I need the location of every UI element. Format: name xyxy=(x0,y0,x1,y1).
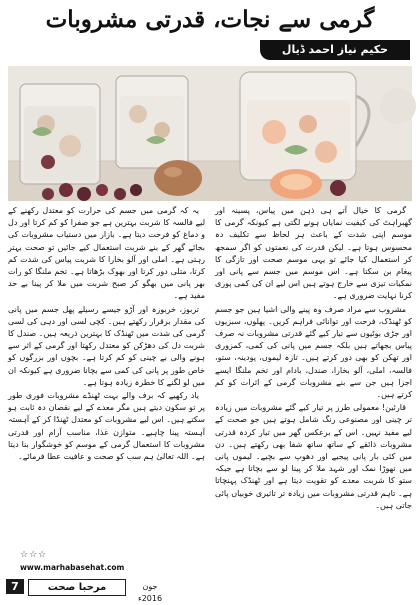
author-byline: حکیم نیاز احمد ڈیال xyxy=(260,40,410,60)
paragraph: مشروب سے مراد صرف وہ پینے والی اشیا ہیں جو جسم کو ٹھنڈک، فرحت اور توانائی فراہم کریں۔ پھلوں، سبزیوں اور جڑی بوٹیوں سے تیار کیے گئے قدرتی مشروبات نہ صرف پیاس بجھاتے ہیں بلکہ جسم میں پانی کی کمی، کمزوری اور تھکن کو بھی دور کرتے ہیں۔ تازہ لیموں، پودینہ، ستو، فالسہ، املی، آلو بخارا، صندل، بادام اور تخم ملنگا ایسے اجزا ہیں جن سے بنے مشروبات گرمی کے اثرات کو کم کرتے ہیں۔ xyxy=(215,304,412,400)
paragraph: تربوز، خربوزہ اور آڑو جیسے رسیلے پھل جسم میں پانی کی مقدار برقرار رکھتے ہیں۔ کچی لسی اور دہی کی لسی گرمی کی شدت میں ٹھنڈک کا بہترین ذریعہ ہیں۔ صندل کا شربت دل کی دھڑکن کو معتدل رکھتا اور گرمی کے اثر سے ہونے والی بے چینی کو کم کرتا ہے۔ بچوں اور بزرگوں کو خاص طور پر پانی کی کمی سے بچانا ضروری ہے کیونکہ ان میں لو لگنے کا خطرہ زیادہ ہوتا ہے۔ xyxy=(8,304,205,387)
paragraph: قارئین! معمولی طرز پر تیار کیے گئے مشروبات میں زیادہ تر چینی اور مصنوعی رنگ شامل ہوتے ہیں جو صحت کے لیے مفید نہیں۔ اس کے برعکس گھر میں تیار کردہ قدرتی مشروبات ذائقے کے ساتھ ساتھ شفا بھی رکھتے ہیں۔ دن میں کئی بار پانی پیجیے اور دھوپ سے بچیے۔ لیموں پانی میں تھوڑا نمک اور شہد ملا کر پینا لو سے بچاتا ہے جبکہ ستو کا شربت معدے کو تقویت دیتا ہے اور ٹھنڈک پہنچاتا ہے۔ تاہم قدرتی مشروبات میں زیادہ تر تاثیری خوبیاں پائی جاتی ہیں۔ xyxy=(215,403,412,510)
paragraph: گرمی کا خیال آتے ہی ذہن میں پیاس، پسینہ اور گھبراہٹ کی کیفیت نمایاں ہونے لگتی ہے کیونکہ گرمی کا موسم اپنی شدت کے باعث ہر لحاظ سے تکلیف دہ محسوس ہوتا ہے۔ لیکن قدرت کی نعمتوں کو اگر سمجھ کر استعمال کیا جائے تو یہی موسم صحت اور تازگی کا پیغام بن سکتا ہے۔ اس موسم میں جسم سے پانی اور نمکیات تیزی سے خارج ہوتے ہیں اس لیے ان کی کمی پوری کرنا نہایت ضروری ہے۔ xyxy=(215,206,412,301)
page-footer xyxy=(0,550,420,603)
website-link[interactable]: www.marhabasehat.com xyxy=(20,563,125,572)
article-body xyxy=(8,205,412,577)
article-title: گرمی سے نجات، قدرتی مشروبات xyxy=(45,6,375,33)
drinks-illustration xyxy=(8,66,412,201)
photo-of-drinks xyxy=(8,66,412,201)
page-number: 7 xyxy=(6,579,24,594)
end-ornament: ☆☆☆ xyxy=(20,550,48,560)
magazine-name: مرحبا صحت xyxy=(28,579,126,596)
article-column-left xyxy=(8,205,205,577)
paragraph: یہ کہ گرمی میں جسم کی حرارت کو معتدل رکھنے کے لیے فالسہ کا شربت بہترین ہے جو صفرا کو کم کرتا اور دل و دماغ کو فرحت دیتا ہے۔ بازار میں دستیاب مشروبات کی بجائے گھر کے بنے شربت استعمال کیے جائیں تو صحت بہتر رہتی ہے۔ املی اور آلو بخارا کا شربت پیاس کی شدت کم کرتا، متلی دور کرتا اور بھوک بڑھاتا ہے۔ تخم ملنگا کو رات بھر پانی میں بھگو کر صبح شربت میں ملا کر پینا بے حد مفید ہے۔ xyxy=(8,206,205,301)
article-column-right xyxy=(215,205,412,577)
peach-fruit xyxy=(154,160,202,196)
paragraph: یاد رکھیے کہ برف والے بہت ٹھنڈے مشروبات فوری طور پر تو سکون دیتے ہیں مگر معدے کے لیے نقصان دہ ثابت ہو سکتے ہیں۔ اس لیے مشروبات کو معتدل ٹھنڈا کر کے آہستہ آہستہ پینا چاہیے۔ متوازن غذا، مناسب آرام اور قدرتی مشروبات کا استعمال گرمی کے موسم کو خوشگوار بنا دیتا ہے۔ اللہ تعالیٰ ہم سب کو صحت و عافیت عطا فرمائے۔ xyxy=(8,391,205,462)
issue-date: جون 2016ء xyxy=(137,582,163,603)
